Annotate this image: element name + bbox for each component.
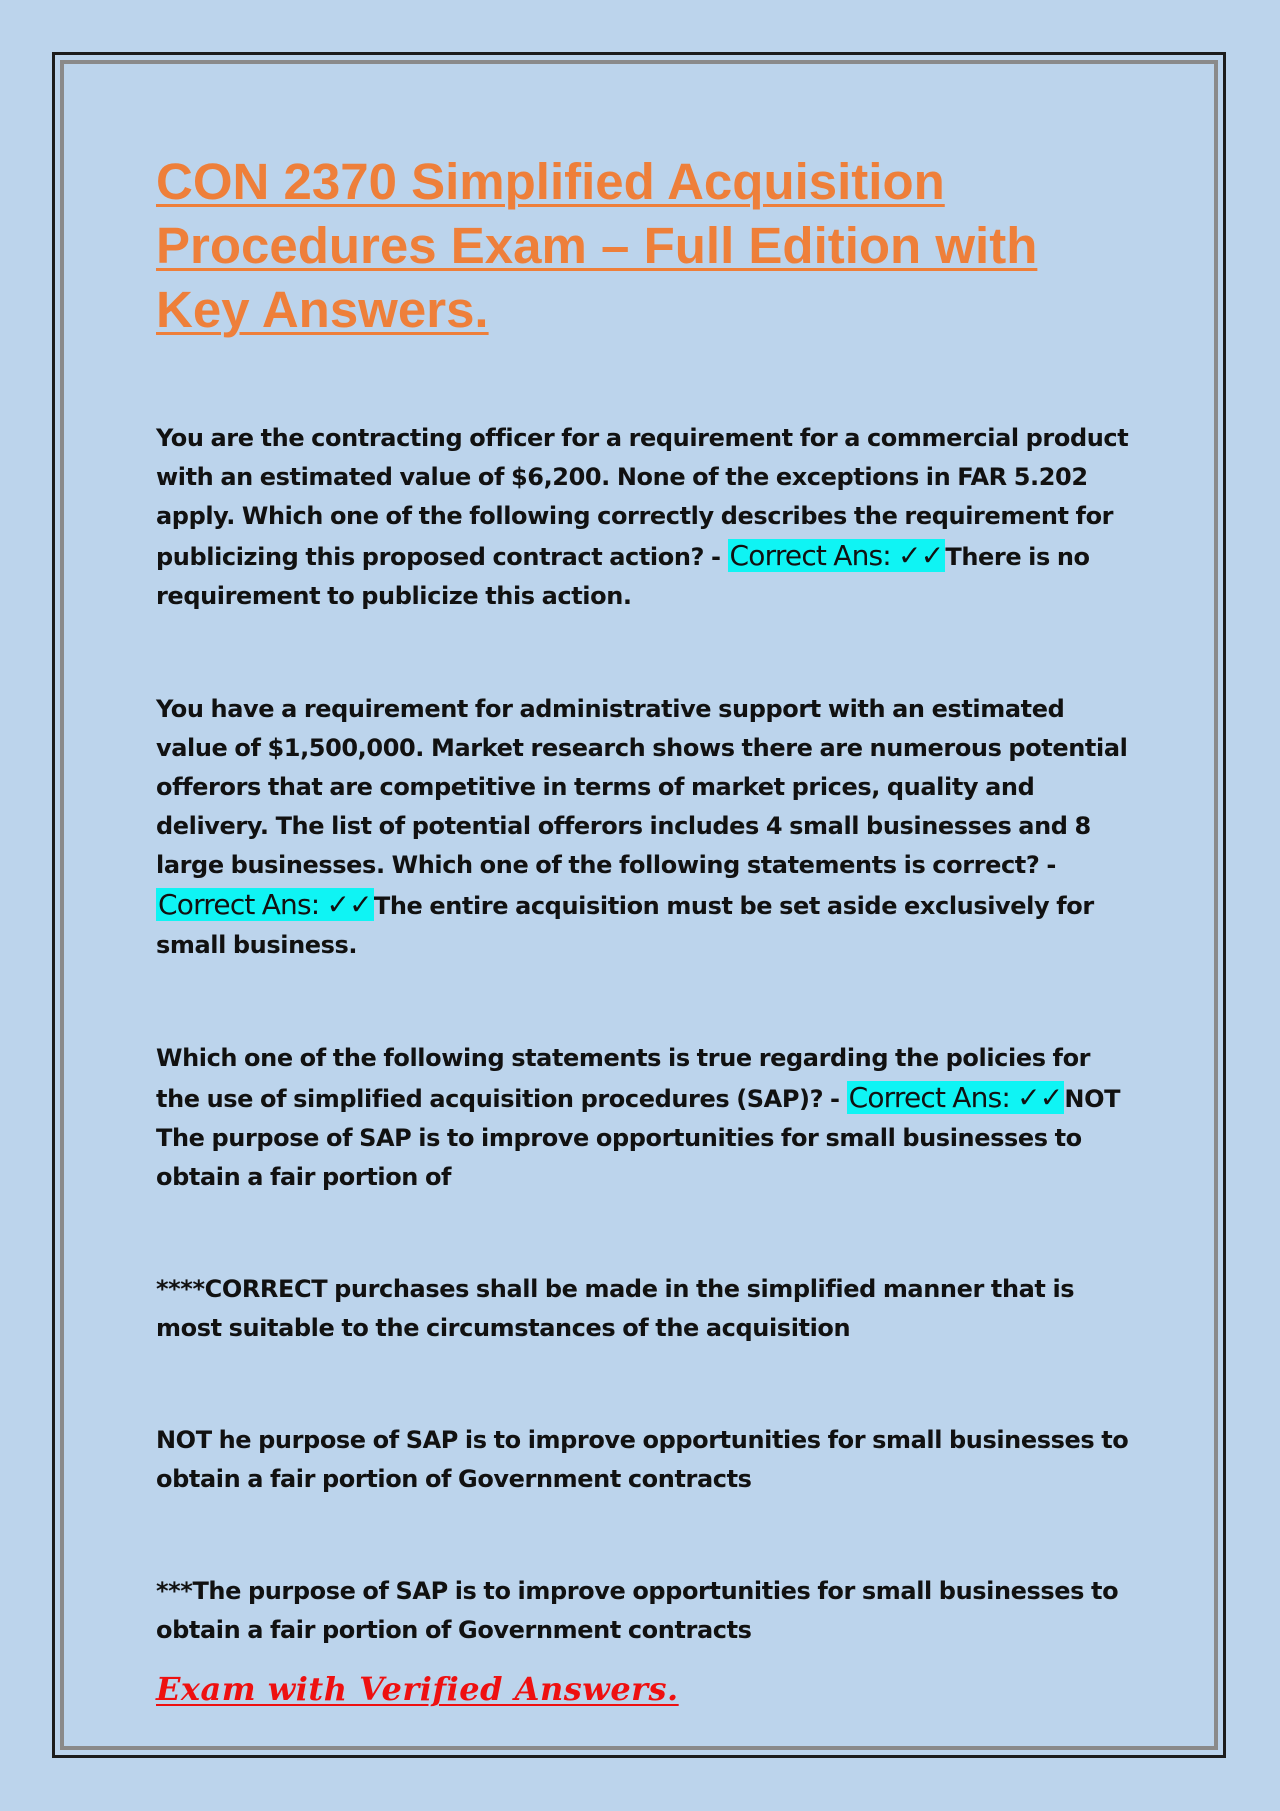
answer-2-text: The entire acquisition must be set aside exclusively for small business. <box>156 892 1094 959</box>
option-2-text: NOT he purpose of SAP is to improve opportunities for small businesses to obtain a fair portion of Government contracts <box>156 1426 1129 1493</box>
option-block-1 <box>156 1270 1136 1348</box>
answer-1-text: There is no requirement to publicize this action. <box>156 543 1090 610</box>
option-block-3 <box>156 1572 1136 1650</box>
verified-answers-footer: Exam with Verified Answers. <box>156 1670 679 1708</box>
correct-answer-tag: Correct Ans: ✓✓ <box>729 539 944 572</box>
option-block-2 <box>156 1421 1136 1499</box>
answer-3-text: NOT The purpose of SAP is to improve opportunities for small businesses to obtain a fair portion of <box>156 1085 1121 1191</box>
option-1-text: ****CORRECT purchases shall be made in the simplified manner that is most suitable to the circumstances of the acquisition <box>156 1275 1075 1342</box>
question-2 <box>156 690 1136 965</box>
document-title: CON 2370 Simplified Acquisition Procedures Exam – Full Edition with Key Answers. <box>156 153 1038 338</box>
correct-answer-tag: Correct Ans: ✓✓ <box>848 1081 1063 1114</box>
question-1-text: You are the contracting officer for a requirement for a commercial product with an estimated value of $6,200. None of the exceptions in FAR 5.202 apply. Which one of the following correctly describes the requirement for publicizing this proposed contract action? - <box>156 424 1129 571</box>
document-body <box>156 150 1136 1711</box>
option-3-text: ***The purpose of SAP is to improve opportunities for small businesses to obtain a fair portion of Government contracts <box>156 1577 1119 1644</box>
question-3 <box>156 1039 1136 1197</box>
question-block-1 <box>156 419 1136 616</box>
question-block-3 <box>156 1039 1136 1197</box>
question-2-text: You have a requirement for administrative support with an estimated value of $1,500,000. Market research shows there are numerous potential offerors that are competitive in terms of market prices, quality and delivery. The list of potential offerors includes 4 small businesses and 8 large businesses. Which one of the following statements is correct? - <box>156 695 1128 879</box>
question-1 <box>156 419 1136 616</box>
question-block-2 <box>156 690 1136 965</box>
question-3-text: Which one of the following statements is true regarding the policies for the use of simplified acquisition procedures (SAP)? - <box>156 1044 1091 1113</box>
correct-answer-tag: Correct Ans: ✓✓ <box>158 888 372 921</box>
